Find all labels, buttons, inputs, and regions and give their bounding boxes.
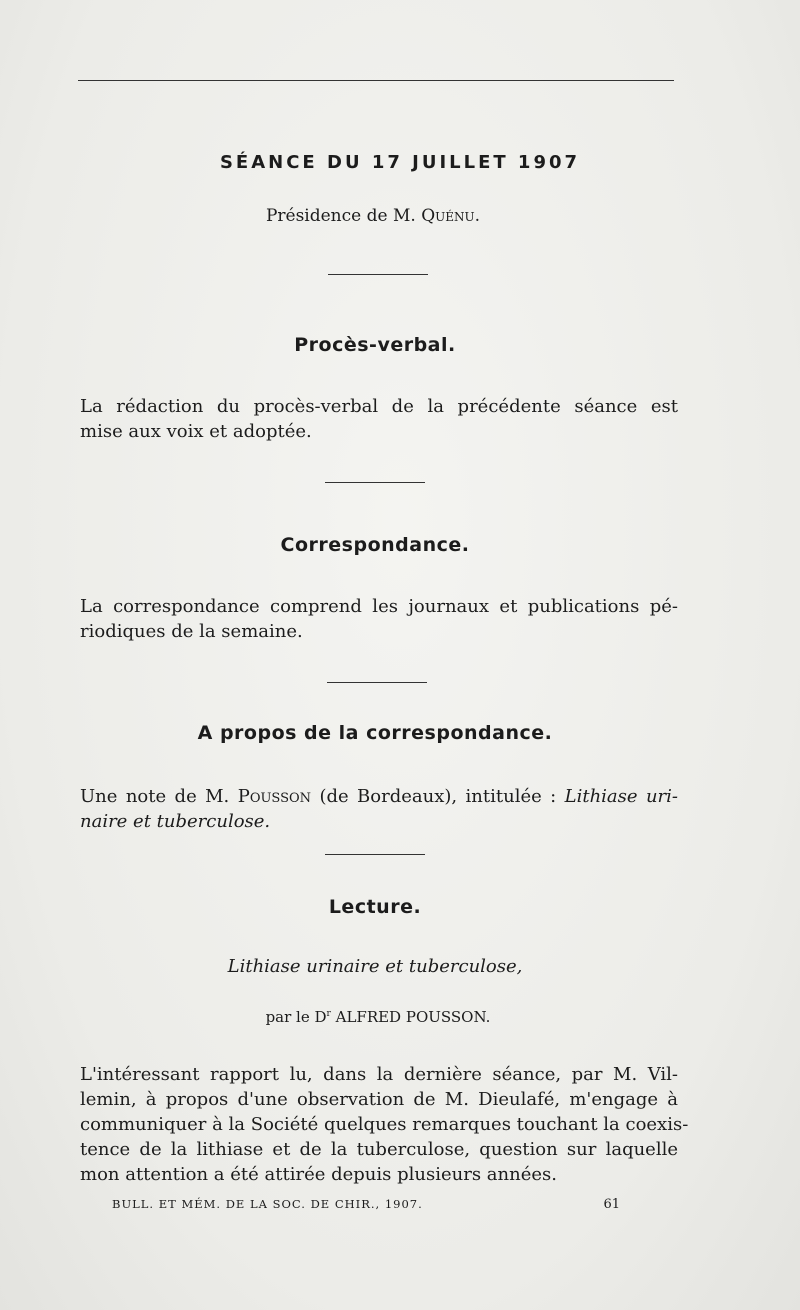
- presidence-prefix: Présidence de M.: [265, 206, 422, 226]
- lecture-title: Lithiase urinaire et tuberculose,: [227, 956, 523, 977]
- paragraph-a-propos: [80, 784, 678, 834]
- author-prefix: par le D: [265, 1008, 327, 1026]
- section-heading-correspondance: Correspondance.: [280, 534, 470, 556]
- page-footer: [112, 1197, 620, 1217]
- presidence-line: [0, 206, 746, 226]
- text-line: tence de la lithiase et de la tuberculose, question sur laquelle: [80, 1139, 678, 1160]
- text-line: mon attention a été attirée depuis plusieurs années.: [80, 1164, 557, 1185]
- text-line: La rédaction du procès-verbal de la précédente séance est: [80, 396, 678, 417]
- text-line: [80, 784, 678, 809]
- text-line: La correspondance comprend les journaux et publications pé-: [80, 596, 678, 617]
- text-line: mise aux voix et adoptée.: [80, 421, 312, 442]
- paragraph-lecture: [80, 1062, 689, 1187]
- presidence-suffix: .: [474, 206, 481, 226]
- separator-rule: [327, 682, 427, 683]
- text-line: L'intéressant rapport lu, dans la dernière séance, par M. Vil-: [80, 1064, 678, 1085]
- article-title: Lithiase uri-: [564, 786, 678, 807]
- separator-rule: [325, 482, 425, 483]
- text-run: (de Bordeaux), intitulée :: [311, 786, 565, 807]
- author-name: ALFRED POUSSON.: [330, 1008, 491, 1026]
- lecture-author: [0, 1008, 756, 1026]
- text-line: [80, 809, 678, 834]
- section-heading-proces-verbal: Procès-verbal.: [294, 334, 456, 356]
- session-title: SÉANCE DU 17 JUILLET 1907: [219, 152, 581, 173]
- page-number: 61: [603, 1197, 620, 1212]
- text-run: Une note de M.: [80, 786, 238, 807]
- separator-rule: [328, 274, 428, 275]
- paragraph-proces-verbal: [80, 394, 678, 444]
- section-heading-lecture: Lecture.: [328, 896, 422, 918]
- paragraph-correspondance: [80, 594, 678, 644]
- article-title-continued: naire et tuberculose.: [80, 811, 271, 832]
- journal-reference: BULL. ET MÉM. DE LA SOC. DE CHIR., 1907.: [112, 1197, 423, 1211]
- section-heading-a-propos: A propos de la correspondance.: [197, 722, 553, 744]
- text-line: communiquer à la Société quelques remarques touchant la coexis-: [80, 1114, 689, 1135]
- separator-rule: [325, 854, 425, 855]
- text-line: lemin, à propos d'une observation de M. Dieulafé, m'engage à: [80, 1089, 678, 1110]
- top-rule: [78, 80, 674, 81]
- author-name: Pousson: [237, 786, 312, 807]
- text-line: riodiques de la semaine.: [80, 621, 303, 642]
- president-name: Quénu: [421, 206, 475, 226]
- author-sup: r: [326, 1009, 331, 1019]
